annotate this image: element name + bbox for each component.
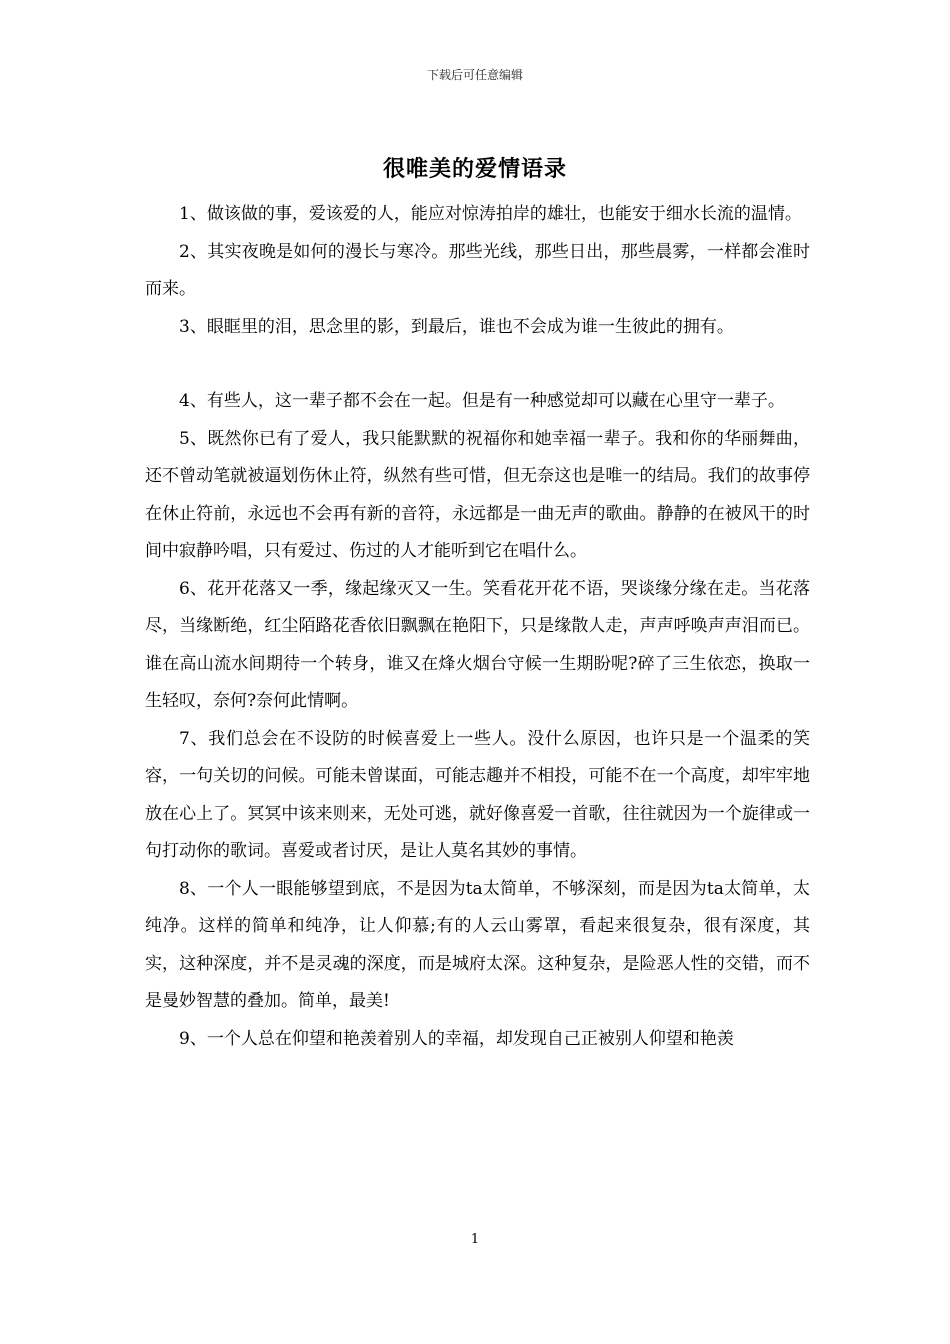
paragraph-8: 8、一个人一眼能够望到底，不是因为ta太简单，不够深刻，而是因为ta太简单，太纯净。这样的简单和纯净，让人仰慕;有的人云山雾罩，看起来很复杂，很有深度，其实，这种深度，并不是灵魂的深度，而是城府太深。这种复杂，是险恶人性的交错，而不是曼妙智慧的叠加。简单，最美! — [145, 878, 810, 1011]
paragraph-4: 4、有些人，这一辈子都不会在一起。但是有一种感觉却可以藏在心里守一辈子。 — [179, 391, 785, 411]
paragraph-1: 1、做该做的事，爱该爱的人，能应对惊涛拍岸的雄壮，也能安于细水长流的温情。 — [179, 204, 802, 224]
paragraph-7: 7、我们总会在不设防的时候喜爱上一些人。没什么原因，也许只是一个温柔的笑容，一句关切的问候。可能未曾谋面，可能志趣并不相投，可能不在一个高度，却牢牢地放在心上了。冥冥中该来则来，无处可逃，就好像喜爱一首歌，往往就因为一个旋律或一句打动你的歌词。喜爱或者讨厌，是让人莫名其妙的事情。 — [145, 728, 810, 861]
paragraph-6: 6、花开花落又一季，缘起缘灭又一生。笑看花开花不语，哭谈缘分缘在走。当花落尽，当缘断绝，红尘陌路花香依旧飘飘在艳阳下，只是缘散人走，声声呼唤声声泪而已。谁在高山流水间期待一个转身，谁又在烽火烟台守候一生期盼呢?碎了三生依恋，换取一生轻叹，奈何?奈何此情啊。 — [145, 578, 810, 711]
paragraph-5: 5、既然你已有了爱人，我只能默默的祝福你和她幸福一辈子。我和你的华丽舞曲，还不曾动笔就被逼划伤休止符，纵然有些可惜，但无奈这也是唯一的结局。我们的故事停在休止符前，永远也不会再有新的音符，永远都是一曲无声的歌曲。静静的在被风干的时间中寂静吟唱，只有爱过、伤过的人才能听到它在唱什么。 — [145, 428, 810, 561]
header-note: 下载后可任意编辑 — [426, 68, 523, 82]
page-title: 很唯美的爱情语录 — [382, 156, 567, 182]
page-number: 1 — [470, 1232, 480, 1247]
document-body — [145, 196, 810, 1058]
paragraph-3: 3、眼眶里的泪，思念里的影，到最后，谁也不会成为谁一生彼此的拥有。 — [179, 316, 734, 337]
paragraph-2: 2、其实夜晚是如何的漫长与寒冷。那些光线，那些日出，那些晨雾，一样都会准时而来。 — [145, 241, 810, 299]
paragraph-9: 9、一个人总在仰望和艳羡着别人的幸福，却发现自己正被别人仰望和艳羡 — [179, 1028, 734, 1049]
